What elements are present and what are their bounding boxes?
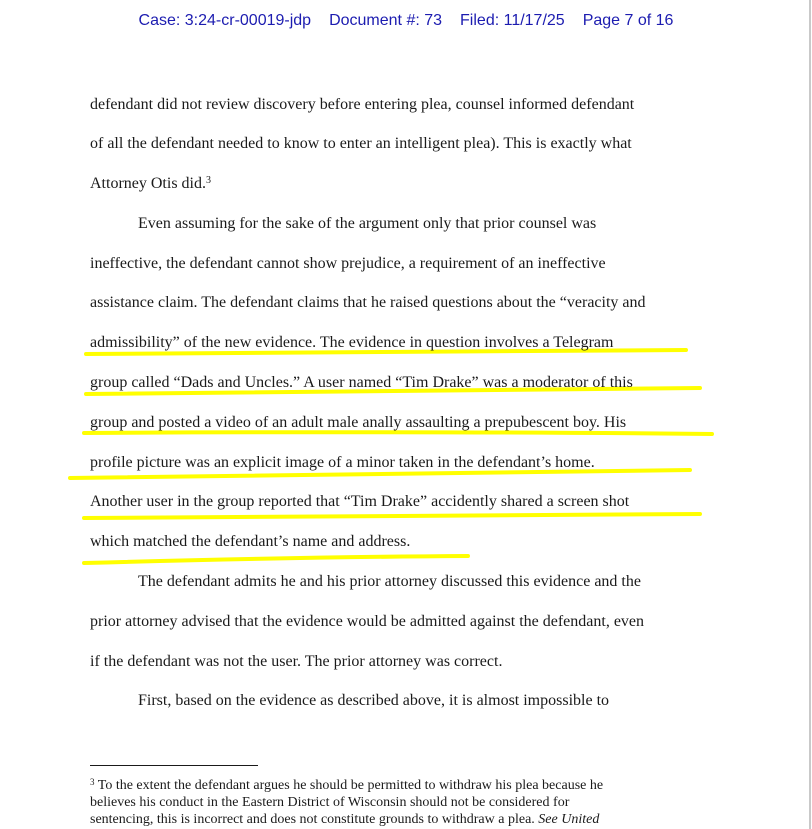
footnote-line-3 <box>90 811 599 828</box>
body-line-15: if the defendant was not the user. The prior attorney was correct. <box>90 653 503 670</box>
underline-6 <box>84 556 468 563</box>
body-line-12: which matched the defendant’s name and address. <box>90 533 411 550</box>
body-line-3 <box>90 174 211 194</box>
body-line-1: defendant did not review discovery before entering plea, counsel informed defendant <box>90 96 635 113</box>
footnote-reference: 3 <box>206 175 211 186</box>
body-line-4: Even assuming for the sake of the argument only that prior counsel was <box>138 215 597 232</box>
body-line-7: admissibility” of the new evidence. The evidence in question involves a Telegram <box>90 334 614 351</box>
page-edge <box>809 0 811 829</box>
body-line-16: First, based on the evidence as described above, it is almost impossible to <box>138 692 610 709</box>
filed-date: Filed: 11/17/25 <box>460 12 565 29</box>
case-number: Case: 3:24-cr-00019-jdp <box>138 12 312 29</box>
footnote-number: 3 <box>90 777 95 787</box>
footnote-line-2: believes his conduct in the Eastern District of Wisconsin should not be considered for <box>90 795 570 810</box>
body-line-8: group called “Dads and Uncles.” A user named “Tim Drake” was a moderator of this <box>90 374 633 391</box>
footnote-line-1 <box>90 777 603 794</box>
document-header <box>0 12 812 30</box>
body-line-9: group and posted a video of an adult male anally assaulting a prepubescent boy. His <box>90 414 627 431</box>
footnote-divider <box>90 765 258 766</box>
footnote-line-1-text: To the extent the defendant argues he should be permitted to withdraw his plea because he <box>94 778 604 793</box>
body-line-14: prior attorney advised that the evidence would be admitted against the defendant, even <box>90 613 645 630</box>
body-line-11: Another user in the group reported that “Tim Drake” accidently shared a screen shot <box>90 493 630 510</box>
underline-5 <box>84 514 700 518</box>
body-line-10: profile picture was an explicit image of a minor taken in the defendant’s home. <box>90 454 595 471</box>
body-line-5: ineffective, the defendant cannot show prejudice, a requirement of an ineffective <box>90 255 606 272</box>
document-number: Document #: 73 <box>329 12 443 29</box>
body-line-13: The defendant admits he and his prior attorney discussed this evidence and the <box>138 573 641 590</box>
footnote-line-3-text: sentencing, this is incorrect and does not constitute grounds to withdraw a plea. <box>90 812 539 827</box>
body-line-3-text: Attorney Otis did. <box>90 175 206 192</box>
page-number: Page 7 of 16 <box>582 12 674 29</box>
footnote-citation: See United <box>538 812 600 827</box>
body-line-2: of all the defendant needed to know to enter an intelligent plea). This is exactly what <box>90 135 632 152</box>
body-line-6: assistance claim. The defendant claims that he raised questions about the “veracity and <box>90 294 646 311</box>
